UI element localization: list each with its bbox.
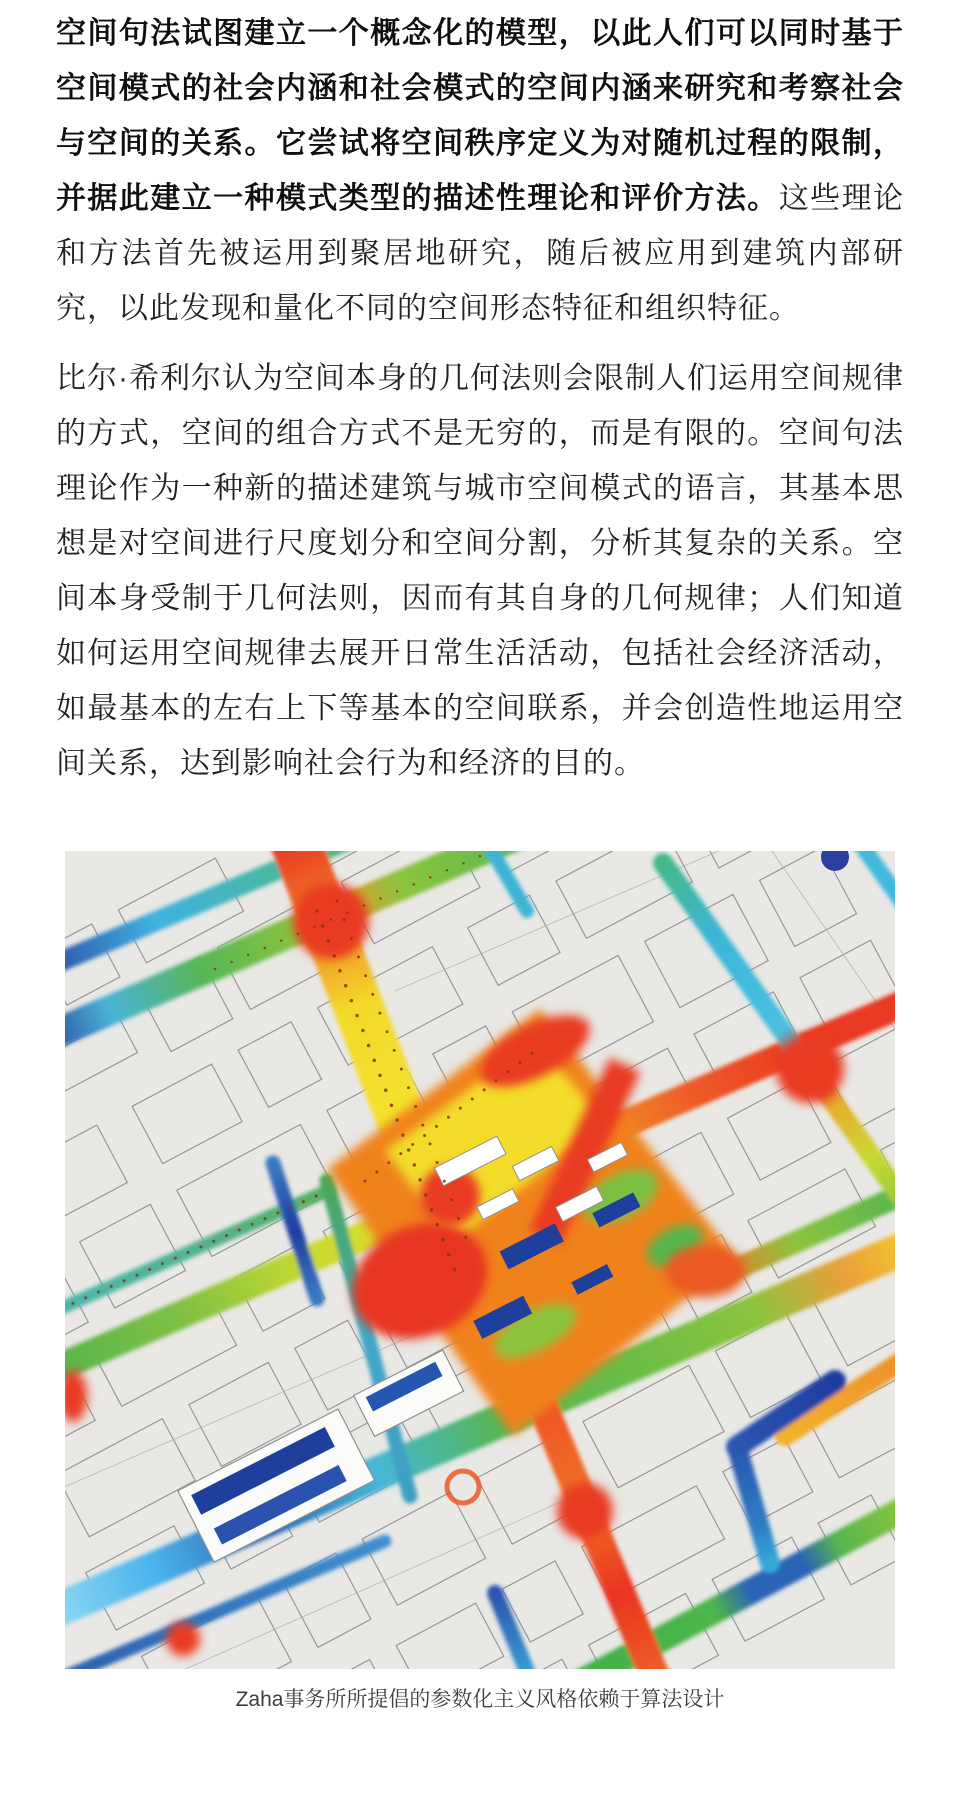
heatmap-svg [65,851,895,1669]
paragraph-regular-text: 这些理论和方法首先被运用到聚居地研究，随后被应用到建筑内部研究，以此发现和量化不同的空间形态特征和组织特征。 [56,182,905,325]
paragraph-space-syntax-model [56,6,904,336]
figure-caption: Zaha事务所所提倡的参数化主义风格依赖于算法设计 [235,1688,725,1711]
space-syntax-figure [56,851,904,1725]
paragraph-bold-lead: 空间句法试图建立一个概念化的模型，以此人们可以同时基于空间模式的社会内涵和社会模式的空间内涵来研究和考察社会与空间的关系。它尝试将空间秩序定义为对随机过程的限制，并据此建立一种模式类型的描述性理论和评价方法。 [56,17,904,215]
paragraph-bill-hillier [56,351,904,791]
paragraph-regular-text: 比尔·希利尔认为空间本身的几何法则会限制人们运用空间规律的方式，空间的组合方式不是无穷的，而是有限的。空间句法理论作为一种新的描述建筑与城市空间模式的语言，其基本思想是对空间进行尺度划分和空间分割，分析其复杂的关系。空间本身受制于几何法则，因而有其自身的几何规律；人们知道如何运用空间规律去展开日常生活活动，包括社会经济活动，如最基本的左右上下等基本的空间联系，并会创造性地运用空间关系，达到影响社会行为和经济的目的。 [56,362,904,780]
space-syntax-heatmap-image [65,851,895,1669]
